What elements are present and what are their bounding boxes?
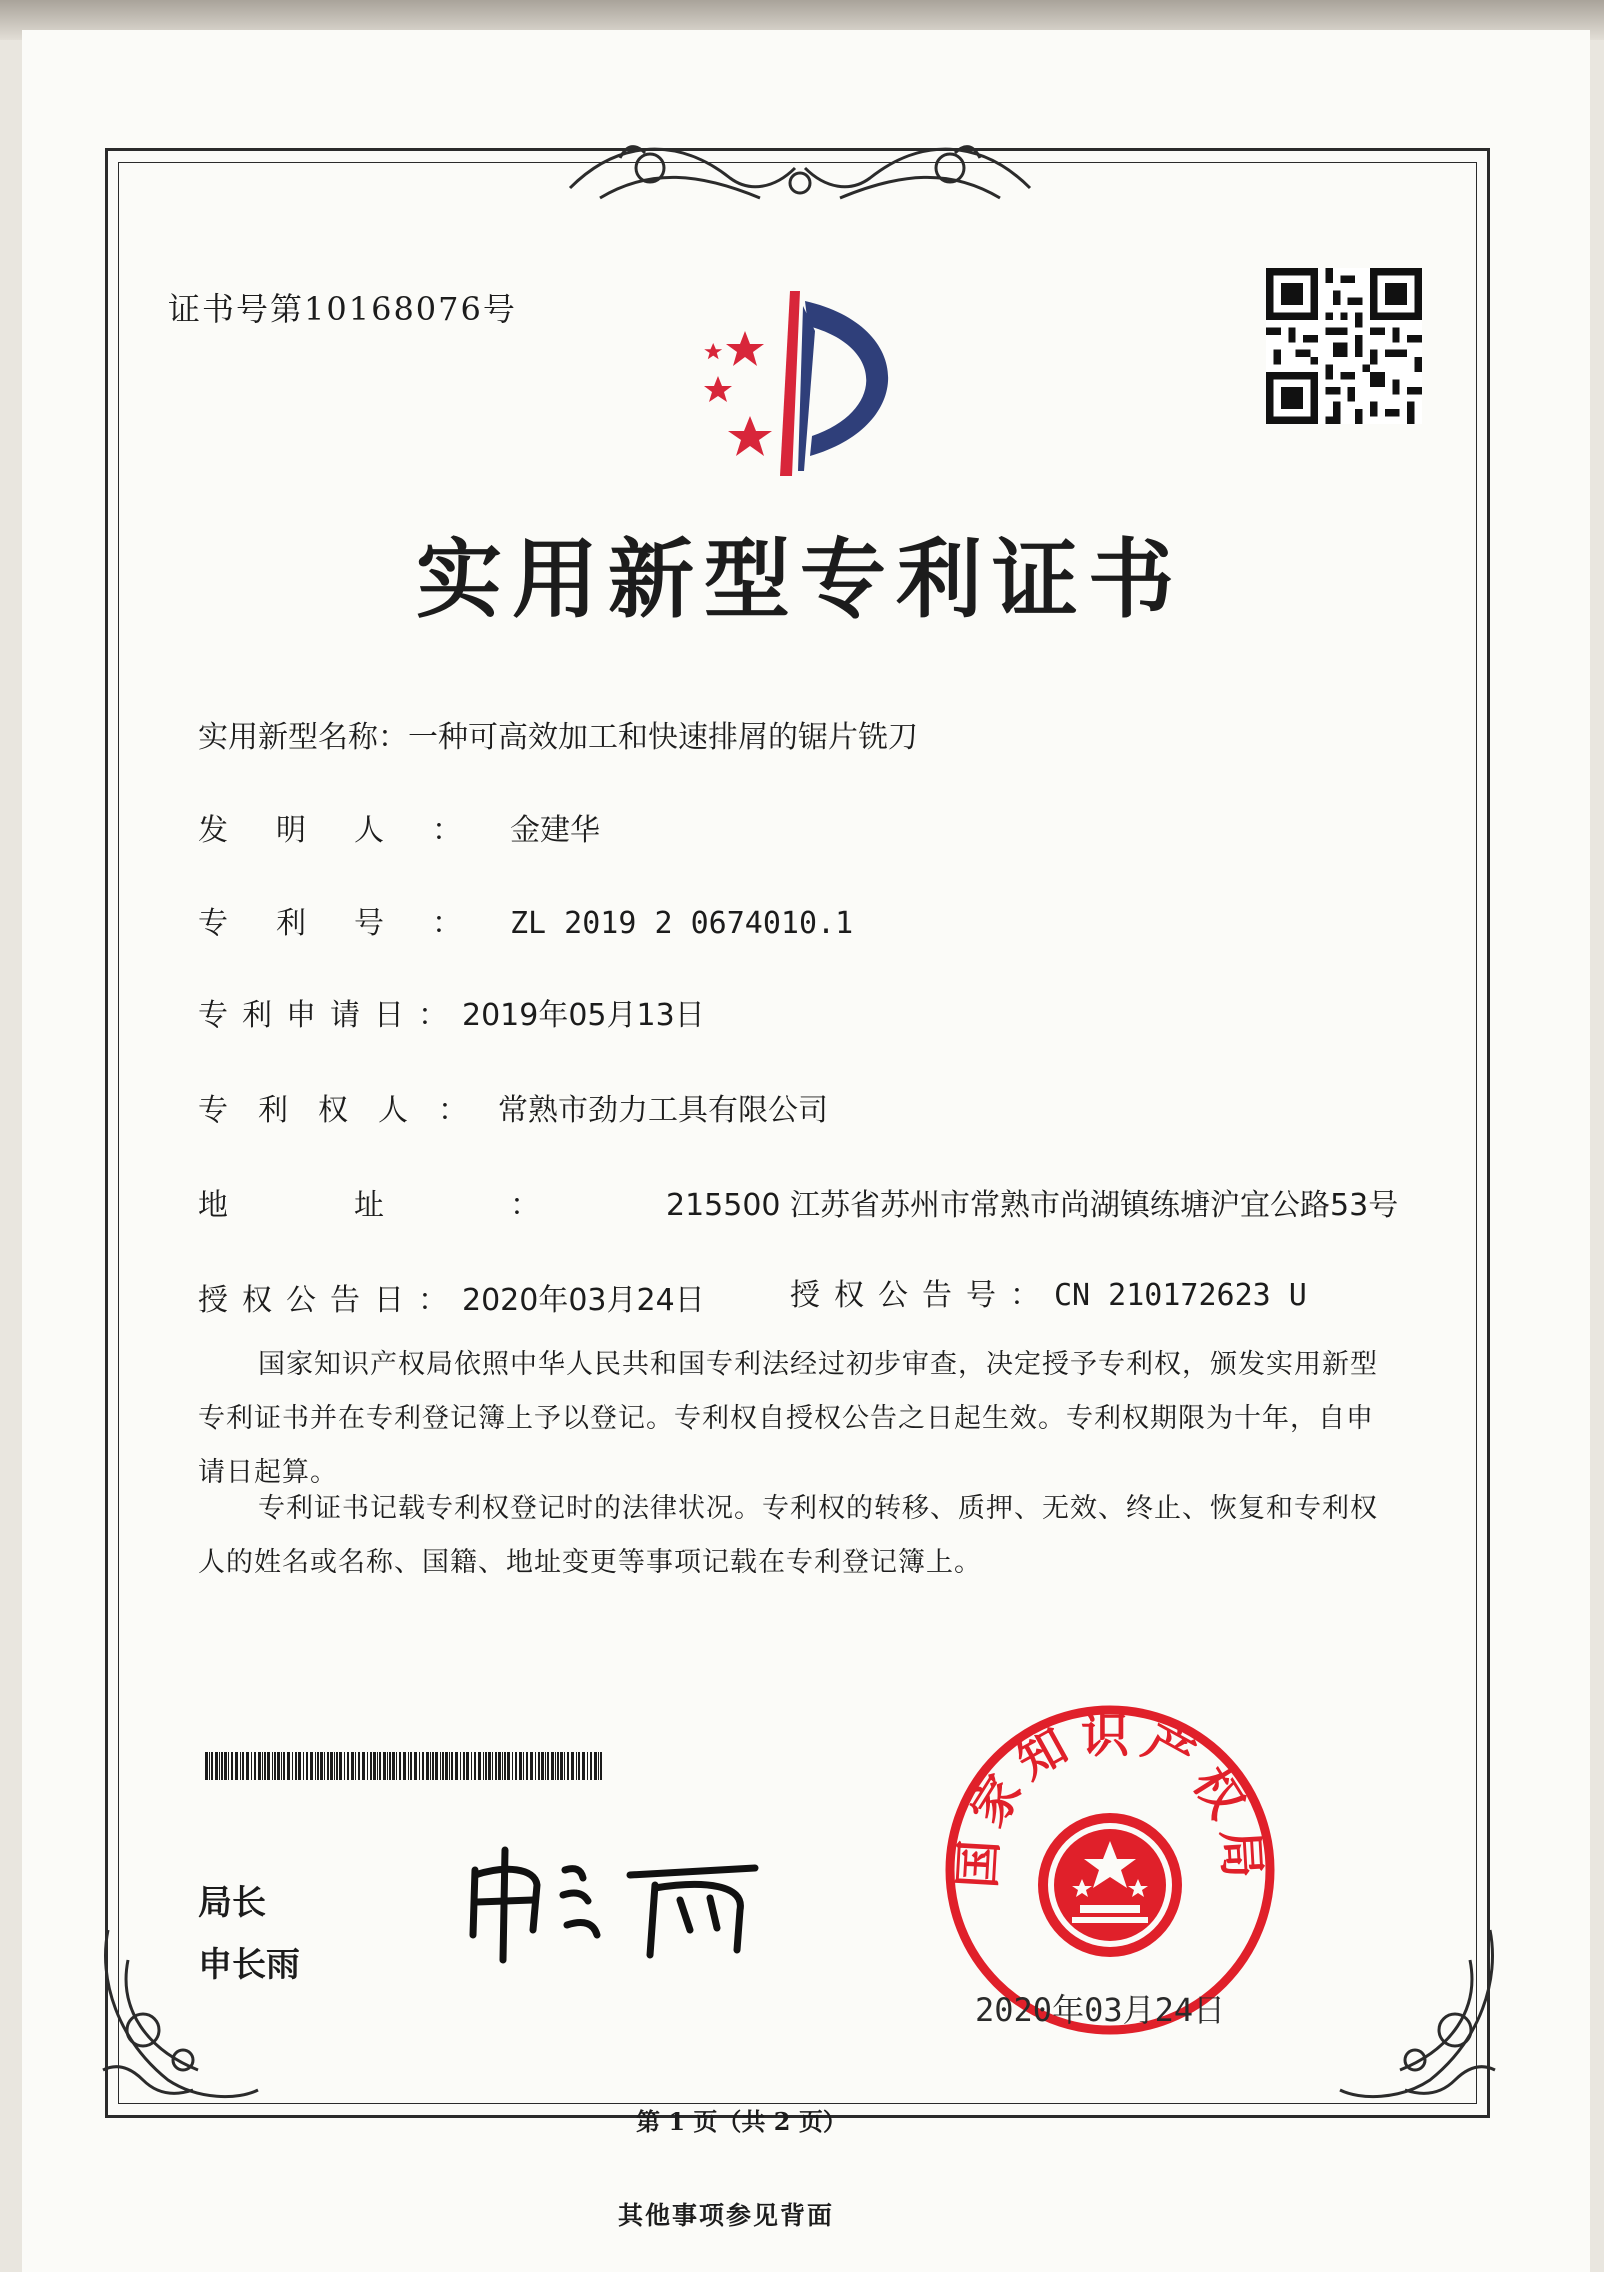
barcode-bar [555, 1752, 556, 1780]
barcode-bar [515, 1752, 517, 1780]
barcode-bar [547, 1752, 549, 1780]
barcode-bar [504, 1752, 506, 1780]
barcode-bar [519, 1752, 522, 1780]
barcode-bar [466, 1752, 469, 1780]
barcode-bar [495, 1752, 497, 1780]
barcode-bar [219, 1752, 220, 1780]
barcode-bar [594, 1752, 597, 1780]
grant-date-row [198, 1275, 705, 1319]
barcode-bar [582, 1752, 585, 1780]
barcode-bar [551, 1752, 554, 1780]
signatory-name: 申长雨 [198, 1945, 300, 1985]
barcode-bar [564, 1752, 565, 1780]
patent-number-row [198, 898, 853, 942]
barcode-bar [392, 1752, 395, 1780]
barcode-bar [463, 1752, 465, 1780]
barcode-bar [317, 1752, 319, 1780]
filing-date-label: 专利申请日： [198, 998, 462, 1033]
patentee-label: 专利权人： [198, 1093, 498, 1128]
barcode-bar [298, 1752, 301, 1780]
barcode-bar [277, 1752, 280, 1780]
grant-number-value: CN 210172623 U [1054, 1278, 1307, 1313]
barcode-bar [442, 1752, 444, 1780]
barcode-bar [351, 1752, 354, 1780]
back-note: 其他事项参见背面 [618, 2201, 835, 2230]
patentee-row [198, 1085, 828, 1129]
utility-model-name-row [198, 712, 918, 756]
barcode-bar [560, 1752, 563, 1780]
barcode-bar [507, 1752, 510, 1780]
barcode-bar [512, 1752, 513, 1780]
filing-date-row [198, 990, 705, 1034]
barcode-bar [440, 1752, 441, 1780]
barcode-bar [435, 1752, 438, 1780]
barcode-bar [545, 1752, 546, 1780]
barcode-bar [281, 1752, 282, 1780]
barcode-bar [246, 1752, 249, 1780]
barcode-bar [478, 1752, 481, 1780]
barcode-bar [373, 1752, 376, 1780]
barcode-bar [355, 1752, 356, 1780]
barcode-bar [389, 1752, 391, 1780]
barcode-bar [485, 1752, 487, 1780]
barcode-bar [419, 1752, 420, 1780]
barcode-bar [578, 1752, 580, 1780]
grant-number-row [790, 1270, 1307, 1314]
barcode-bar [399, 1752, 401, 1780]
barcode-bar [426, 1752, 429, 1780]
barcode-bar [492, 1752, 493, 1780]
barcode-bar [254, 1752, 256, 1780]
grant-date-value: 2020年03月24日 [462, 1283, 705, 1318]
inventor-value: 金建华 [510, 813, 600, 848]
signatory-role: 局长 [198, 1883, 266, 1923]
barcode-bar [587, 1752, 588, 1780]
barcode-bar [590, 1752, 592, 1780]
barcode-bar [460, 1752, 461, 1780]
barcode-bar [267, 1752, 270, 1780]
barcode-bar [414, 1752, 417, 1780]
barcode-bar [451, 1752, 453, 1780]
address-row [198, 1180, 1398, 1224]
barcode-bar [274, 1752, 276, 1780]
barcode-bar [287, 1752, 290, 1780]
barcode-bar [330, 1752, 333, 1780]
barcode-bar [498, 1752, 501, 1780]
barcode-bar [306, 1752, 308, 1780]
utility-model-name-label: 实用新型名称： [198, 720, 408, 755]
barcode-bar [209, 1752, 210, 1780]
barcode-bar [535, 1752, 536, 1780]
body-paragraph-1: 国家知识产权局依照中华人民共和国专利法经过初步审查，决定授予专利权，颁发实用新型专利证书并在专利登记簿上予以登记。专利权自授权公告之日起生效。专利权期限为十年，自申请日起算。 [198, 1349, 1378, 1488]
patent-number-label: 专利号： [198, 906, 510, 941]
patentee-value: 常熟市劲力工具有限公司 [498, 1093, 828, 1128]
seal-text: 国家知识产权局 [949, 1707, 1271, 1890]
barcode-bar [422, 1752, 424, 1780]
grant-number-label: 授权公告号： [790, 1278, 1054, 1313]
barcode-bar [526, 1752, 528, 1780]
barcode-bar [258, 1752, 261, 1780]
barcode-bar [455, 1752, 458, 1780]
address-value: 215500 江苏省苏州市常熟市尚湖镇练塘沪宜公路53号 [666, 1188, 1399, 1223]
barcode-bar [571, 1752, 574, 1780]
barcode-bar [362, 1752, 365, 1780]
barcode-bar [292, 1752, 293, 1780]
barcode-bar [205, 1752, 208, 1780]
barcode-bar [295, 1752, 297, 1780]
barcode-bar [264, 1752, 266, 1780]
barcode-bar [488, 1752, 491, 1780]
barcode-bar [228, 1752, 229, 1780]
barcode-bar [344, 1752, 345, 1780]
barcode-bar [242, 1752, 244, 1780]
barcode-bar [358, 1752, 360, 1780]
qr-code [1266, 268, 1422, 424]
barcode-bar [387, 1752, 388, 1780]
barcode-bar [224, 1752, 227, 1780]
seal-date: 2020年03月24日 [975, 1991, 1226, 2029]
barcode-bar [383, 1752, 386, 1780]
barcode-bar [251, 1752, 252, 1780]
barcode-bar [600, 1752, 602, 1780]
page-title: 实用新型专利证书 [416, 530, 1184, 630]
barcode-bar [396, 1752, 397, 1780]
barcode-bar [283, 1752, 285, 1780]
barcode-bar [324, 1752, 325, 1780]
barcode-bar [502, 1752, 503, 1780]
barcode-bar [334, 1752, 335, 1780]
barcode-bar [471, 1752, 472, 1780]
barcode-bar [379, 1752, 381, 1780]
barcode-bar [231, 1752, 233, 1780]
barcode-bar [523, 1752, 524, 1780]
bottom-right-corner-ornament [1330, 1920, 1510, 2110]
handwritten-signature [455, 1830, 815, 1970]
barcode-bar [339, 1752, 342, 1780]
barcode-bar [215, 1752, 218, 1780]
barcode-bar [367, 1752, 368, 1780]
barcode-bar [336, 1752, 338, 1780]
barcode-bar [320, 1752, 323, 1780]
grant-date-label: 授权公告日： [198, 1283, 462, 1318]
barcode-bar [541, 1752, 544, 1780]
barcode-bar [408, 1752, 409, 1780]
barcode-bar [530, 1752, 533, 1780]
barcode-bar [576, 1752, 577, 1780]
barcode-bar [315, 1752, 316, 1780]
filing-date-value: 2019年05月13日 [462, 998, 705, 1033]
barcode-bar [445, 1752, 448, 1780]
barcode-bar [272, 1752, 273, 1780]
barcode-bar [327, 1752, 329, 1780]
inventor-row [198, 805, 600, 849]
address-label: 地址： [198, 1188, 666, 1223]
barcode-bar [403, 1752, 406, 1780]
barcode-bar [303, 1752, 304, 1780]
patent-number-value: ZL 2019 2 0674010.1 [510, 906, 854, 941]
barcode-bar [598, 1752, 599, 1780]
barcode-bar [567, 1752, 569, 1780]
barcode-bar [377, 1752, 378, 1780]
barcode-bar [557, 1752, 559, 1780]
barcode-bar [211, 1752, 213, 1780]
barcode-bar [221, 1752, 223, 1780]
barcode-bar [430, 1752, 431, 1780]
body-paragraph-2: 专利证书记载专利权登记时的法律状况。专利权的转移、质押、无效、终止、恢复和专利权人的姓名或名称、国籍、地址变更等事项记载在专利登记簿上。 [198, 1493, 1378, 1578]
barcode-bar [370, 1752, 372, 1780]
cnipa-emblem [680, 286, 920, 486]
utility-model-name-value: 一种可高效加工和快速排屑的锯片铣刀 [408, 720, 918, 755]
barcode-bar [483, 1752, 484, 1780]
barcode-bar [240, 1752, 241, 1780]
barcode-bar [262, 1752, 263, 1780]
barcode-bar [410, 1752, 412, 1780]
top-dragon-ornament [560, 128, 1040, 218]
barcode-bar [310, 1752, 313, 1780]
barcode [205, 1752, 605, 1780]
barcode-bar [347, 1752, 349, 1780]
certificate-number: 证书号第10168076号 [168, 290, 517, 328]
barcode-bar [474, 1752, 476, 1780]
barcode-bar [432, 1752, 434, 1780]
barcode-bar [538, 1752, 540, 1780]
barcode-bar [235, 1752, 238, 1780]
inventor-label: 发明人： [198, 813, 510, 848]
page-indicator: 第 1 页（共 2 页） [636, 2107, 847, 2136]
barcode-bar [449, 1752, 450, 1780]
